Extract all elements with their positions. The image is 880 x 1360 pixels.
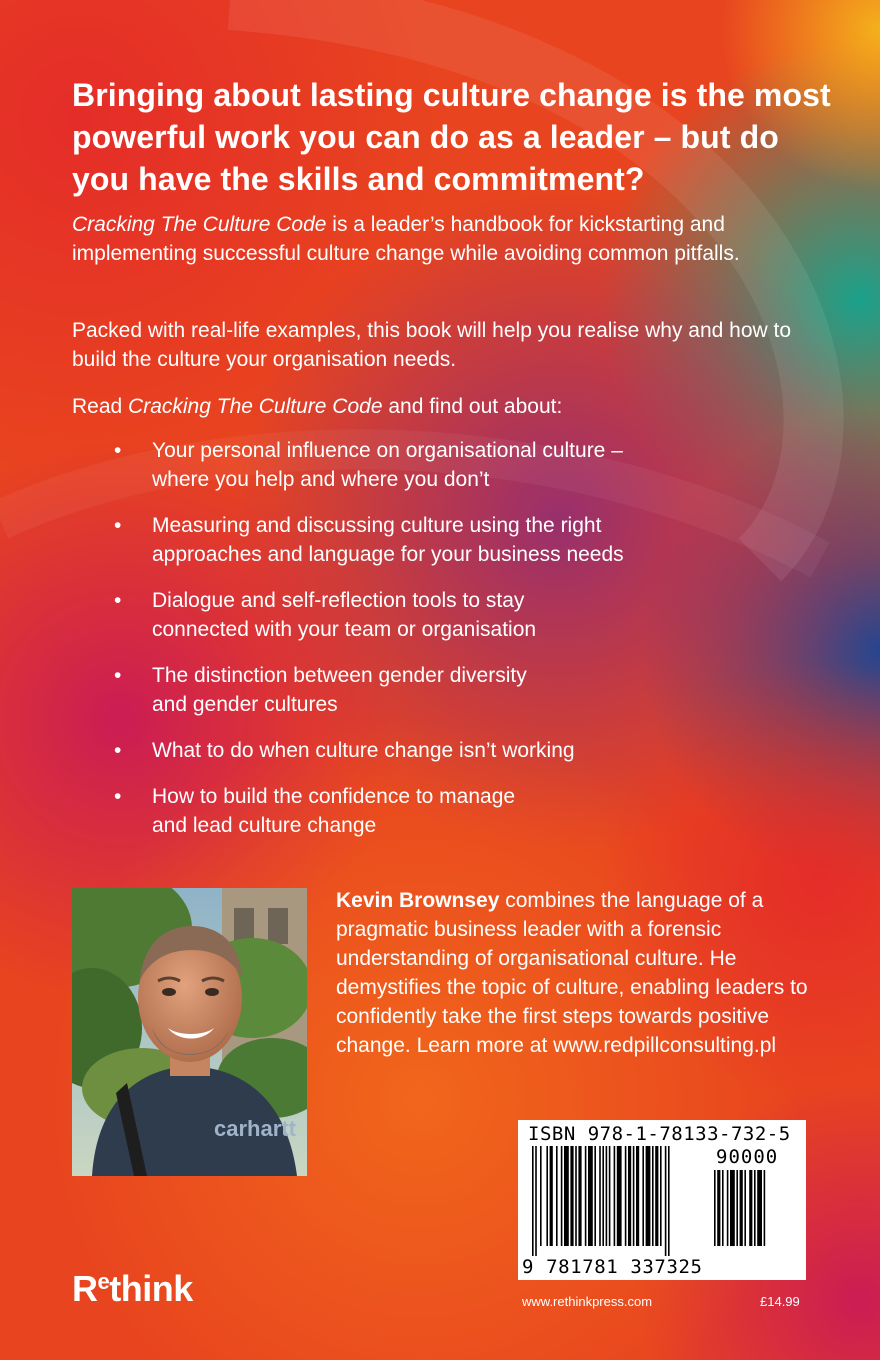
barcode-bar — [754, 1170, 756, 1246]
barcode-bar — [628, 1146, 631, 1246]
ean-bars — [532, 1146, 706, 1256]
rethink-logo — [72, 1268, 193, 1310]
barcode-bar — [717, 1170, 720, 1246]
barcode-bar — [602, 1146, 604, 1246]
barcode-bar — [642, 1146, 644, 1246]
barcode-bar — [540, 1146, 542, 1246]
publisher-website: www.rethinkpress.com — [522, 1294, 653, 1309]
bullet-item — [72, 661, 792, 719]
headline: Bringing about lasting culture change is the most powerful work you can do as a leader – but do you have the skills and commitment? — [72, 77, 831, 197]
barcode-bar — [625, 1146, 627, 1246]
intro-paragraph — [72, 210, 792, 268]
barcode-bar — [668, 1146, 670, 1256]
barcode-bar — [736, 1170, 738, 1246]
barcode-bar — [722, 1170, 724, 1246]
barcode-bar — [546, 1146, 548, 1246]
bullet-item — [72, 511, 792, 569]
bullet-line: and lead culture change — [152, 814, 377, 837]
author-url: www.redpillconsulting.pl — [553, 1034, 777, 1057]
barcode-bar — [570, 1146, 573, 1246]
barcode-bar — [578, 1146, 581, 1246]
barcode-bar — [556, 1146, 558, 1246]
author-photo — [72, 888, 307, 1176]
author-bio-text: combines the language of a pragmatic business leader with a forensic understanding of organisational culture. He demystifies the topic of culture, enabling leaders to confidently take the first steps towards positive change. Learn more at — [336, 889, 808, 1057]
bullet-line: connected with your team or organisation — [152, 618, 537, 641]
barcode-bar — [617, 1146, 622, 1246]
barcode-bar — [633, 1146, 635, 1246]
bullet-line: Measuring and discussing culture using the right — [152, 514, 602, 537]
bullet-item — [72, 736, 792, 765]
barcode-bar — [575, 1146, 577, 1246]
author-name: Kevin Brownsey — [336, 889, 500, 912]
bullet-line: approaches and language for your business needs — [152, 543, 624, 566]
shirt-logo-text: carhartt — [214, 1116, 296, 1141]
bullet-line: Your personal influence on organisational culture – — [152, 439, 623, 462]
read-book-title: Cracking The Culture Code — [128, 395, 383, 418]
book-price: £14.99 — [760, 1294, 800, 1309]
barcode-bar — [665, 1146, 667, 1256]
intro-book-title: Cracking The Culture Code — [72, 213, 327, 236]
barcode-bar — [646, 1146, 651, 1246]
barcode-bar — [564, 1146, 569, 1246]
bullet-line: What to do when culture change isn’t working — [152, 739, 575, 762]
bullet-dot: • — [114, 589, 122, 612]
barcode-bar — [740, 1170, 743, 1246]
read-before: Read — [72, 395, 129, 418]
logo-r: R — [72, 1268, 98, 1309]
barcode-bar — [764, 1170, 766, 1246]
intro-text: is a leader’s handbook for kickstarting and implementing successful culture change while avoiding common pitfalls. — [72, 213, 740, 265]
isbn-number: ISBN 978-1-78133-732-5 — [528, 1123, 791, 1145]
bullet-dot: • — [114, 664, 122, 687]
bullet-item — [72, 436, 792, 494]
barcode-bar — [652, 1146, 654, 1246]
read-after: and find out about: — [382, 395, 563, 418]
read-paragraph — [72, 392, 792, 421]
barcode-bar — [585, 1146, 587, 1246]
barcode-bar — [588, 1146, 593, 1246]
bullet-list — [72, 436, 792, 857]
addon-bars — [714, 1170, 796, 1256]
barcode-price-code: 90000 — [716, 1146, 779, 1168]
bullet-line: How to build the confidence to manage — [152, 785, 516, 808]
barcode-bar — [744, 1170, 746, 1246]
barcode-bar — [606, 1146, 608, 1246]
packed-paragraph: Packed with real-life examples, this book will help you realise why and how to build the culture your organisation needs. — [72, 319, 792, 371]
isbn-barcode — [518, 1120, 806, 1280]
bullet-line: where you help and where you don’t — [152, 468, 490, 491]
barcode-bar — [749, 1170, 752, 1246]
logo-rest: think — [109, 1268, 193, 1309]
bullet-dot: • — [114, 514, 122, 537]
bullet-dot: • — [114, 785, 122, 808]
bullet-item — [72, 586, 792, 644]
barcode-bar — [727, 1170, 729, 1246]
author-portrait — [72, 888, 307, 1176]
barcode-bar — [535, 1146, 537, 1256]
barcode-bar — [614, 1146, 616, 1246]
barcode-bar — [636, 1146, 639, 1246]
barcode-bar — [532, 1146, 534, 1256]
barcode-bar — [609, 1146, 611, 1246]
barcode-bar — [757, 1170, 762, 1246]
barcode-bar — [714, 1170, 716, 1246]
barcode-bar — [730, 1170, 735, 1246]
barcode-bar — [599, 1146, 601, 1246]
bullet-dot: • — [114, 739, 122, 762]
bullet-line: Dialogue and self-reflection tools to stay — [152, 589, 525, 612]
author-bio — [336, 886, 816, 1060]
bullet-line: and gender cultures — [152, 693, 338, 716]
bullet-item — [72, 782, 792, 840]
barcode-bar — [561, 1146, 563, 1246]
ean-digits: 9 781781 337325 — [522, 1256, 703, 1278]
barcode-bar — [660, 1146, 662, 1246]
logo-e: e — [97, 1269, 110, 1294]
bullet-line: The distinction between gender diversity — [152, 664, 527, 687]
barcode-bar — [655, 1146, 658, 1246]
barcode-bar — [594, 1146, 596, 1246]
barcode-bar — [550, 1146, 553, 1246]
bullet-dot: • — [114, 439, 122, 462]
